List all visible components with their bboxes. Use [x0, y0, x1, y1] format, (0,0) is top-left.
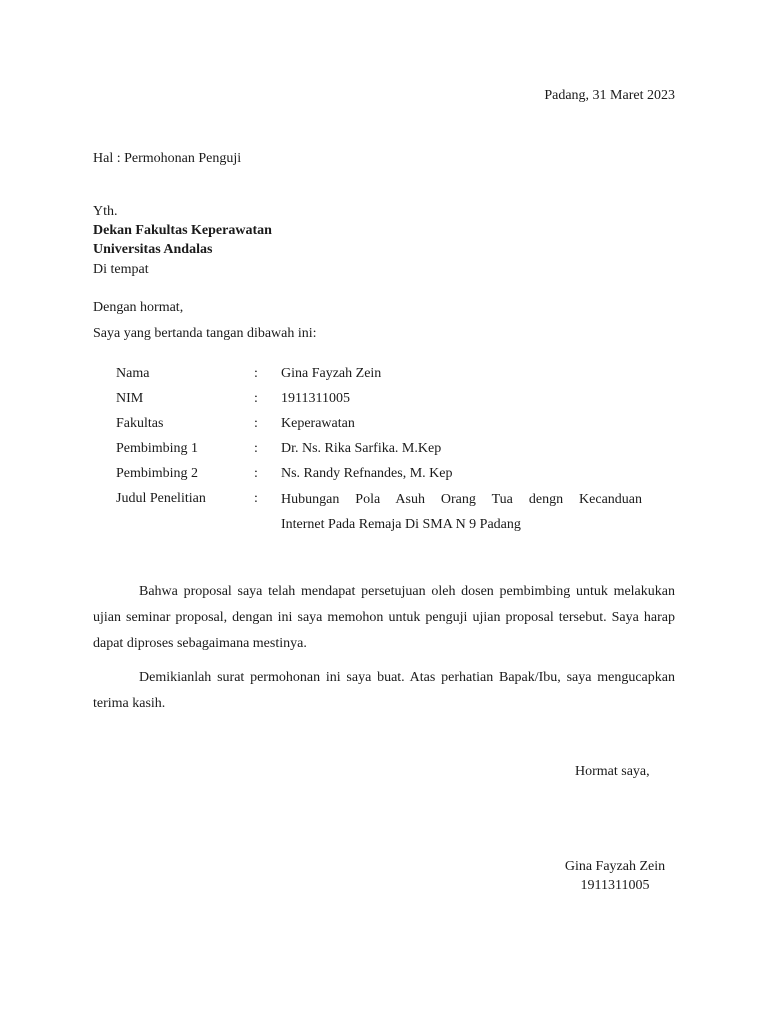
letter-subject: Hal : Permohonan Penguji [93, 151, 242, 166]
letter-date: Padang, 31 Maret 2023 [544, 88, 675, 103]
body-paragraph-1 [93, 579, 675, 657]
signer-name: Gina Fayzah Zein [564, 859, 666, 874]
research-title-line-2: Internet Pada Remaja Di SMA N 9 Padang [281, 517, 521, 532]
info-row-fakultas [0, 415, 768, 435]
info-label: Judul Penelitian [116, 491, 206, 506]
paragraph-1-text: Bahwa proposal saya telah mendapat persetujuan oleh dosen pembimbing untuk melakukan ujian seminar proposal, dengan ini saya memohon untuk penguji ujian proposal tersebut. Saya harap dapat diproses sebagaimana mestinya. [93, 584, 675, 651]
info-value: Dr. Ns. Rika Sarfika. M.Kep [281, 441, 442, 456]
info-row-nama [0, 365, 768, 385]
info-row-nim [0, 390, 768, 410]
info-label: NIM [116, 391, 144, 406]
paragraph-2-text: Demikianlah surat permohonan ini saya buat. Atas perhatian Bapak/Ibu, saya mengucapkan terima kasih. [93, 670, 675, 711]
info-row-judul-penelitian [0, 490, 768, 540]
info-colon: : [254, 391, 258, 406]
signature-block [555, 857, 675, 895]
info-value: Ns. Randy Refnandes, M. Kep [281, 466, 453, 481]
info-row-pembimbing-2 [0, 465, 768, 485]
info-label: Nama [116, 366, 150, 381]
signer-nim: 1911311005 [580, 878, 650, 893]
research-title-line-1: Hubungan Pola Asuh Orang Tua dengn Kecanduan [281, 492, 642, 507]
closing-phrase: Hormat saya, [575, 764, 650, 779]
info-value: Gina Fayzah Zein [281, 366, 382, 381]
info-colon: : [254, 466, 258, 481]
recipient-institution: Universitas Andalas [93, 242, 213, 257]
info-label: Pembimbing 2 [116, 466, 199, 481]
recipient-title: Dekan Fakultas Keperawatan [93, 223, 272, 238]
info-value-research-title [281, 487, 642, 537]
intro-sentence: Saya yang bertanda tangan dibawah ini: [93, 326, 317, 341]
body-paragraph-2 [93, 665, 675, 717]
recipient-prefix: Yth. [93, 204, 118, 219]
recipient-location: Di tempat [93, 262, 149, 277]
info-colon: : [254, 491, 258, 506]
info-label: Fakultas [116, 416, 164, 431]
info-value: Keperawatan [281, 416, 355, 431]
info-value: 1911311005 [281, 391, 350, 406]
info-colon: : [254, 366, 258, 381]
info-row-pembimbing-1 [0, 440, 768, 460]
info-colon: : [254, 416, 258, 431]
info-label: Pembimbing 1 [116, 441, 199, 456]
info-colon: : [254, 441, 258, 456]
greeting: Dengan hormat, [93, 300, 184, 315]
